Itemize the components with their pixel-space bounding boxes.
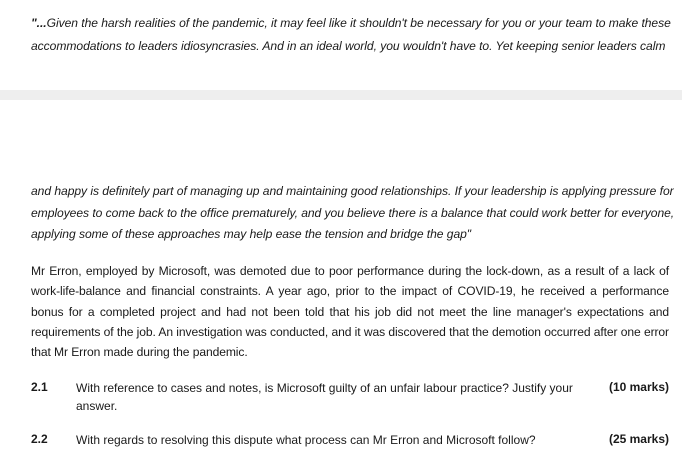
question-marks: (25 marks): [608, 432, 669, 446]
question-number: 2.2: [31, 432, 48, 446]
quote-opening-mark: "...: [31, 16, 47, 30]
question-text: With reference to cases and notes, is Microsoft guilty of an unfair labour practice? Justify your answer.: [76, 381, 573, 413]
question-marks: (10 marks): [608, 380, 669, 394]
quote-top-line-1-text: Given the harsh realities of the pandemic, it may feel like it shouldn't be necessary for you or your team to make these: [46, 16, 671, 30]
question-text: With regards to resolving this dispute what process can Mr Erron and Microsoft follow?: [76, 433, 536, 447]
case-paragraph: Mr Erron, employed by Microsoft, was demoted due to poor performance during the lock-down, as a result of a lack of work-life-balance and financial constraints. A year ago, prior to the impact of COVID-19, he received a performance bonus for a completed project and had not been told that his job did not meet the line manager's expectations and requirements of the job. An investigation was conducted, and it was discovered that the demotion occurred after one error that Mr Erron made during the pandemic.: [31, 264, 669, 360]
page-separator: [0, 90, 682, 100]
question-number: 2.1: [31, 380, 48, 394]
quote-bottom-line-2: employees to come back to the office prematurely, and you believe there is a balance that could work better for everyone,: [31, 206, 675, 220]
quote-bottom-line-3: applying some of these approaches may help ease the tension and bridge the gap": [31, 227, 472, 241]
quote-top-line-2: accommodations to leaders idiosyncrasies. And in an ideal world, you wouldn't have to. Yet keeping senior leaders calm: [31, 39, 666, 53]
page-top-fragment: [0, 0, 682, 90]
quote-top-line-1: [31, 16, 671, 30]
quote-bottom-line-1: and happy is definitely part of managing up and maintaining good relationships. If your leadership is applying pressure for: [31, 184, 674, 198]
